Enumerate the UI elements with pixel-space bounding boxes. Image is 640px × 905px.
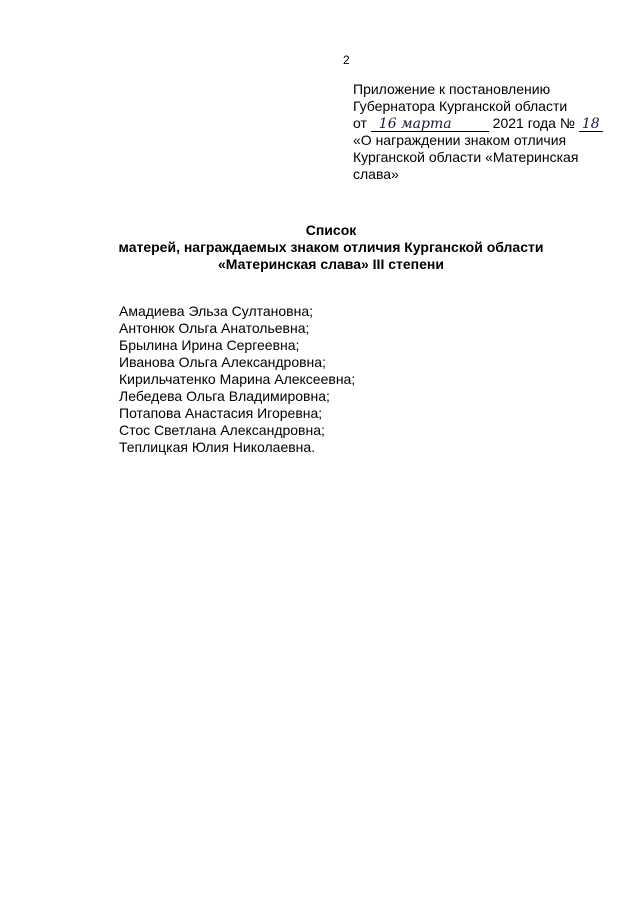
list-item: Иванова Ольга Александровна;: [119, 354, 326, 370]
names-list: [119, 303, 355, 456]
title-line-3: «Материнская слава» III степени: [218, 256, 444, 272]
list-item: Кирильчатенко Марина Алексеевна;: [119, 371, 356, 387]
year-text: 2021 года №: [492, 115, 575, 131]
appendix-line-6: слава»: [353, 166, 399, 182]
title-line-1: Список: [305, 222, 357, 238]
handwritten-number: 18: [581, 116, 600, 132]
document-title: [0, 222, 640, 273]
list-item: Амадиева Эльза Султановна;: [119, 303, 314, 319]
page-number: 2: [343, 53, 350, 67]
from-label: от: [353, 115, 367, 131]
appendix-line-4: «О награждении знаком отличия: [353, 132, 567, 148]
appendix-line-2: Губернатора Курганской области: [353, 98, 568, 114]
list-item: Лебедева Ольга Владимировна;: [119, 388, 330, 404]
appendix-header: [353, 81, 623, 183]
list-item: Потапова Анастасия Игоревна;: [119, 405, 323, 421]
list-item: Стос Светлана Александровна;: [119, 422, 325, 438]
appendix-date-line: [353, 115, 623, 132]
title-line-2: матерей, награждаемых знаком отличия Курганской области: [118, 239, 544, 255]
handwritten-date: 16 марта: [378, 116, 452, 132]
list-item: Антонюк Ольга Анатольевна;: [119, 320, 310, 336]
appendix-line-5: Курганской области «Материнская: [353, 149, 579, 165]
list-item: Брылина Ирина Сергеевна;: [119, 337, 300, 353]
appendix-line-1: Приложение к постановлению: [353, 81, 551, 97]
list-item: Теплицкая Юлия Николаевна.: [119, 439, 316, 455]
